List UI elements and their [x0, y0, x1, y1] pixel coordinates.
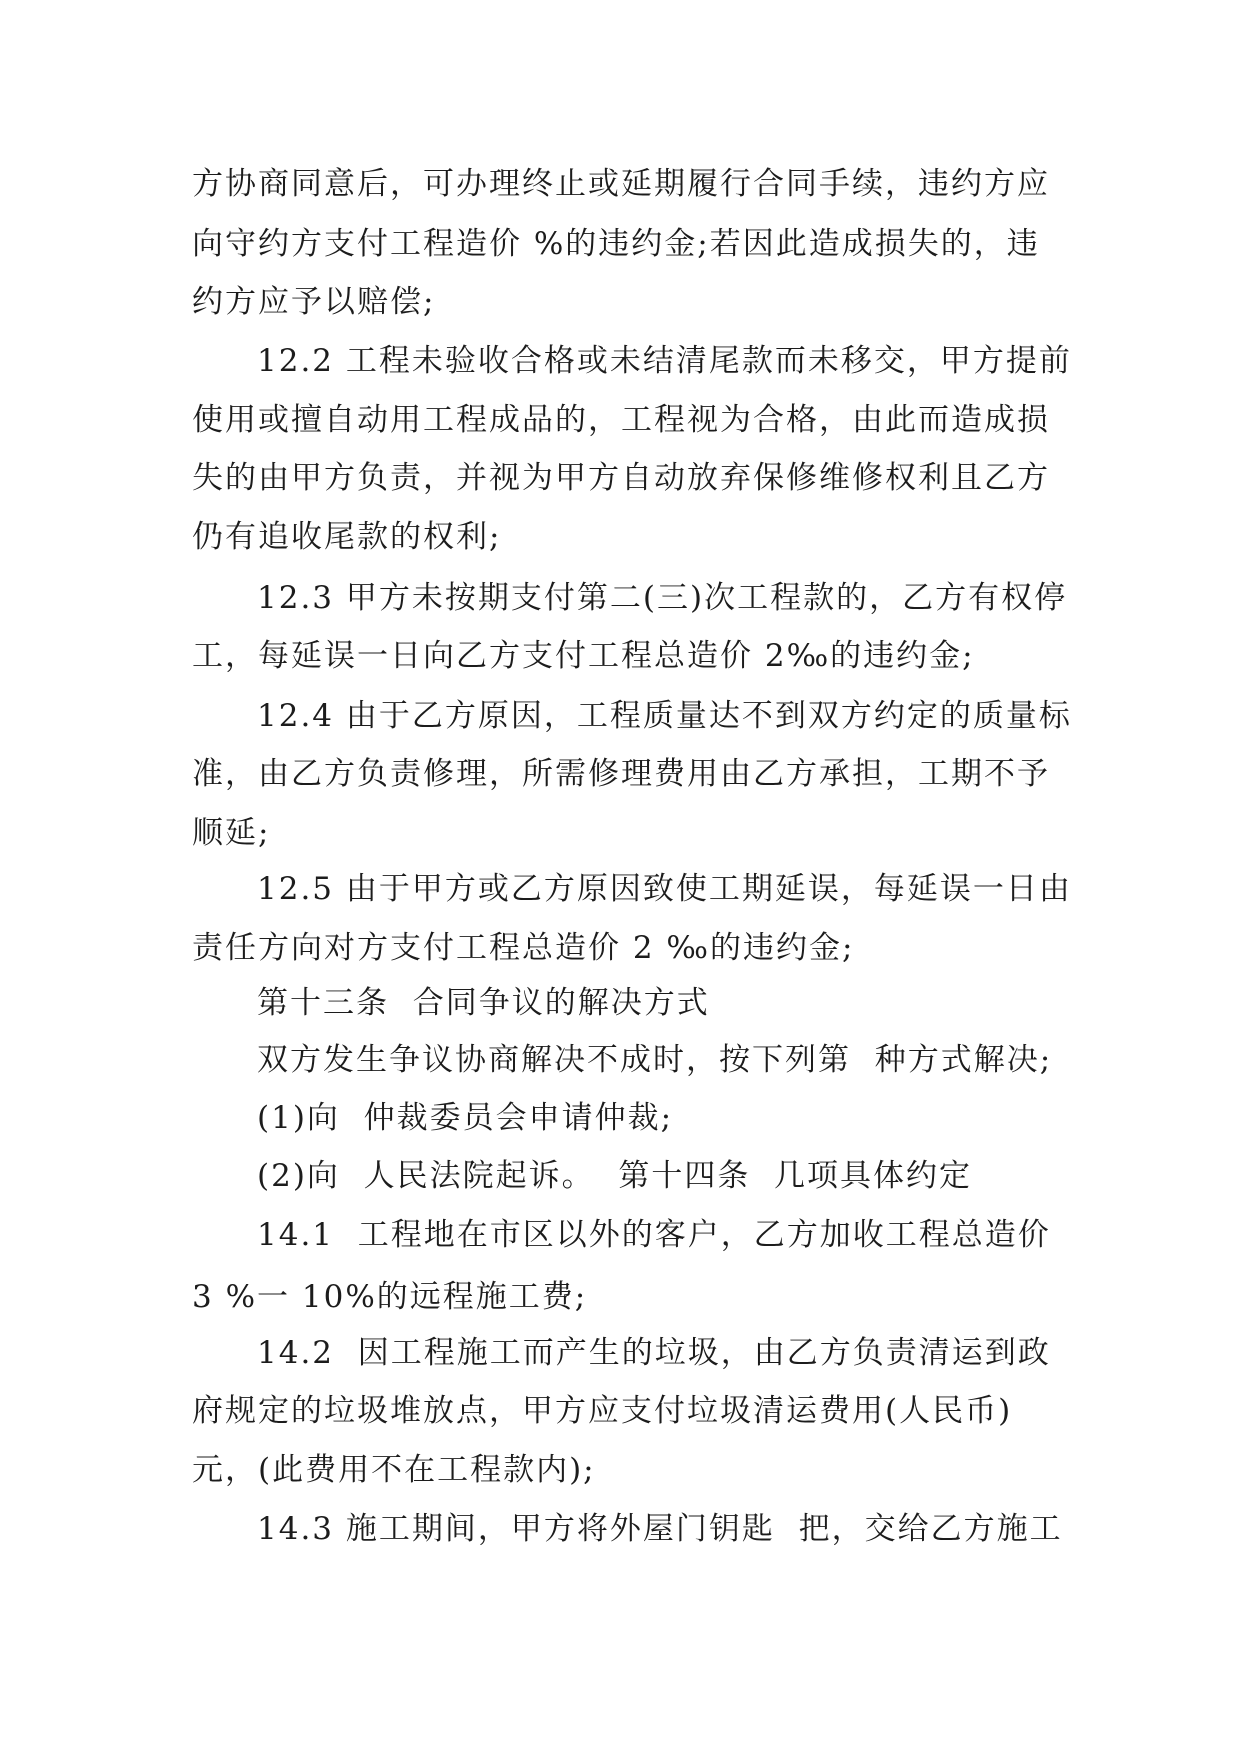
text-line: (1)向 仲裁委员会申请仲裁; [257, 1100, 674, 1136]
text-line: 12.2 工程未验收合格或未结清尾款而未移交，甲方提前 [257, 343, 1072, 379]
text-line: 使用或擅自动用工程成品的，工程视为合格，由此而造成损 [192, 402, 1050, 438]
text-line: 仍有追收尾款的权利; [192, 519, 502, 555]
text-line: 双方发生争议协商解决不成时，按下列第 种方式解决; [257, 1042, 1053, 1078]
text-line: 3 %一 10%的远程施工费; [192, 1279, 588, 1315]
text-line: 14.3 施工期间，甲方将外屋门钥匙 把，交给乙方施工 [257, 1511, 1063, 1547]
text-line: 方协商同意后，可办理终止或延期履行合同手续，违约方应 [192, 166, 1050, 202]
text-line: 12.3 甲方未按期支付第二(三)次工程款的，乙方有权停 [257, 580, 1068, 616]
text-line: 元，(此费用不在工程款内); [192, 1452, 596, 1488]
text-line: 工，每延误一日向乙方支付工程总造价 2‰的违约金; [192, 638, 975, 674]
text-line: 责任方向对方支付工程总造价 2 ‰的违约金; [192, 930, 855, 966]
text-line: 准，由乙方负责修理，所需修理费用由乙方承担，工期不予 [192, 756, 1050, 792]
text-line: 14.2 因工程施工而产生的垃圾，由乙方负责清运到政 [257, 1335, 1051, 1371]
text-line: (2)向 人民法院起诉。 第十四条 几项具体约定 [257, 1158, 973, 1194]
text-line: 第十三条 合同争议的解决方式 [257, 985, 710, 1021]
text-line: 顺延; [192, 815, 271, 851]
text-line: 12.4 由于乙方原因，工程质量达不到双方约定的质量标 [257, 698, 1072, 734]
text-line: 12.5 由于甲方或乙方原因致使工期延误，每延误一日由 [257, 871, 1072, 907]
text-line: 14.1 工程地在市区以外的客户，乙方加收工程总造价 [257, 1217, 1051, 1253]
text-line: 失的由甲方负责，并视为甲方自动放弃保修维修权利且乙方 [192, 460, 1050, 496]
text-line: 府规定的垃圾堆放点，甲方应支付垃圾清运费用(人民币) [192, 1393, 1013, 1429]
text-line: 向守约方支付工程造价 %的违约金;若因此造成损失的，违 [192, 226, 1040, 262]
text-line: 约方应予以赔偿; [192, 284, 436, 320]
